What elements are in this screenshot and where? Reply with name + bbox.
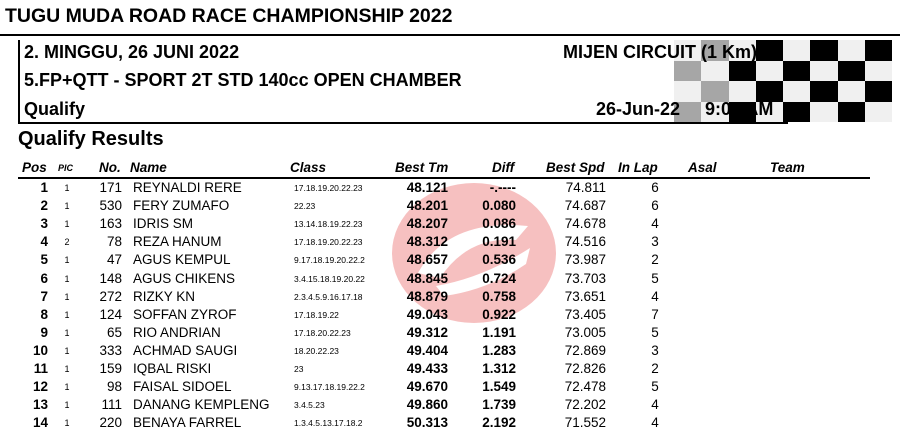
cell-name: RIO ANDRIAN	[133, 324, 221, 340]
checker-square	[783, 61, 810, 82]
cell-speed: 73.405	[564, 306, 606, 322]
cell-pic: 1	[64, 291, 70, 302]
cell-lap: 3	[651, 342, 659, 358]
cell-speed: 72.202	[564, 397, 606, 413]
cell-no: 530	[99, 198, 122, 214]
cell-name: IDRIS SM	[133, 216, 194, 232]
cell-best: 48.312	[406, 234, 448, 250]
cell-name: AGUS KEMPUL	[133, 252, 231, 268]
table-row	[0, 415, 900, 433]
checker-square	[701, 61, 728, 82]
cell-speed: 72.826	[564, 361, 606, 376]
cell-diff: 0.086	[482, 216, 516, 232]
cell-no: 98	[106, 379, 122, 395]
cell-pos: 13	[32, 397, 48, 413]
cell-lap: 2	[651, 361, 659, 376]
cell-pic: 1	[64, 309, 70, 320]
cell-lap: 3	[651, 234, 659, 250]
table-row	[0, 234, 900, 252]
cell-diff: 0.536	[482, 252, 516, 268]
event-date: 2. MINGGU, 26 JUNI 2022	[24, 42, 240, 62]
table-row	[0, 180, 900, 198]
cell-best: 49.404	[406, 342, 448, 358]
cell-class: 9.13.17.18.19.22.2	[294, 382, 365, 393]
cell-no: 272	[99, 288, 122, 304]
cell-pos: 6	[40, 270, 48, 286]
cell-lap: 2	[651, 252, 659, 268]
cell-diff: 1.549	[482, 379, 516, 395]
table-row	[0, 343, 900, 361]
cell-lap: 5	[651, 270, 659, 286]
cell-diff: 2.192	[482, 415, 516, 431]
table-row	[0, 252, 900, 270]
checker-square	[783, 102, 810, 123]
table-row	[0, 307, 900, 325]
cell-pic: 1	[64, 382, 70, 393]
cell-speed: 72.869	[564, 342, 606, 358]
table-row	[0, 216, 900, 234]
cell-class: 3.4.15.18.19.20.22	[294, 273, 365, 284]
cell-diff: 1.191	[482, 324, 516, 340]
cell-lap: 6	[651, 198, 659, 214]
cell-lap: 7	[651, 306, 659, 322]
cell-diff: 0.922	[482, 306, 516, 322]
cell-best: 48.879	[406, 288, 448, 304]
checker-square	[838, 102, 865, 123]
col-best-time: Best Tm	[395, 160, 449, 175]
cell-diff: 0.724	[482, 270, 516, 286]
cell-pic: 1	[64, 418, 70, 429]
cell-best: 49.312	[406, 324, 448, 340]
cell-speed: 74.687	[564, 198, 606, 214]
cell-best: 48.207	[406, 216, 448, 232]
cell-class: 22.23	[294, 201, 316, 212]
cell-lap: 4	[651, 415, 659, 431]
col-name: Name	[130, 160, 167, 175]
cell-diff: 0.191	[482, 234, 516, 250]
table-row	[0, 397, 900, 415]
col-in-lap: In Lap	[618, 160, 658, 175]
cell-name: IQBAL RISKI	[133, 361, 212, 376]
race-class: 5.FP+QTT - SPORT 2T STD 140cc OPEN CHAMBER	[24, 70, 462, 90]
cell-name: RIZKY KN	[133, 288, 196, 304]
cell-speed: 74.811	[565, 180, 606, 195]
cell-pic: 1	[64, 255, 70, 266]
cell-name: DANANG KEMPLENG	[133, 397, 270, 413]
col-class: Class	[290, 160, 327, 175]
cell-speed: 71.552	[564, 415, 606, 431]
cell-pos: 3	[40, 216, 48, 232]
cell-pic: 1	[64, 327, 70, 338]
cell-diff: -.----	[489, 180, 516, 195]
cell-diff: 1.312	[482, 361, 516, 376]
table-row	[0, 325, 900, 343]
cell-best: 49.043	[406, 306, 448, 322]
cell-class: 2.3.4.5.9.16.17.18	[294, 291, 363, 302]
cell-pos: 12	[32, 379, 48, 395]
cell-lap: 4	[651, 397, 659, 413]
cell-diff: 0.080	[482, 198, 516, 214]
cell-pos: 11	[33, 361, 48, 376]
cell-no: 111	[101, 397, 122, 413]
header-bottom-divider	[18, 122, 788, 124]
cell-name: SOFFAN ZYROF	[133, 306, 237, 322]
cell-best: 48.121	[406, 180, 448, 195]
cell-no: 78	[106, 234, 122, 250]
cell-class: 17.18.20.22.23	[294, 327, 351, 338]
checker-square	[674, 61, 701, 82]
checker-square	[783, 40, 810, 61]
checker-square	[810, 102, 837, 123]
cell-class: 17.18.19.22	[294, 309, 339, 320]
cell-name: ACHMAD SAUGI	[133, 342, 238, 358]
cell-lap: 4	[651, 216, 659, 232]
cell-lap: 5	[651, 379, 659, 395]
cell-best: 49.433	[406, 361, 448, 376]
table-row	[0, 198, 900, 216]
col-asal: Asal	[688, 160, 717, 175]
cell-speed: 73.703	[564, 270, 606, 286]
cell-class: 3.4.5.23	[294, 400, 325, 411]
checker-square	[838, 61, 865, 82]
cell-class: 13.14.18.19.22.23	[294, 219, 363, 230]
cell-speed: 74.516	[564, 234, 606, 250]
col-no: No.	[99, 160, 121, 175]
col-team: Team	[770, 160, 805, 175]
cell-lap: 6	[651, 180, 659, 195]
cell-pic: 1	[64, 183, 70, 193]
cell-pic: 1	[64, 345, 70, 356]
cell-class: 23	[294, 364, 304, 374]
cell-best: 48.201	[406, 198, 448, 214]
cell-pos: 2	[40, 198, 48, 214]
table-row	[0, 289, 900, 307]
checker-square	[865, 61, 892, 82]
cell-diff: 1.283	[482, 342, 516, 358]
cell-no: 171	[99, 180, 122, 195]
cell-speed: 73.005	[564, 324, 606, 340]
cell-class: 9.17.18.19.20.22.2	[294, 255, 365, 266]
col-diff: Diff	[492, 160, 515, 175]
cell-no: 65	[106, 324, 122, 340]
cell-name: REZA HANUM	[133, 234, 222, 250]
col-pos: Pos	[22, 160, 47, 175]
col-best-speed: Best Spd	[546, 160, 605, 175]
cell-pic: 1	[64, 364, 70, 374]
cell-name: BENAYA FARREL	[133, 415, 242, 431]
cell-pos: 10	[32, 342, 48, 358]
cell-diff: 0.758	[482, 288, 516, 304]
checker-square	[729, 61, 756, 82]
cell-pic: 1	[64, 219, 70, 230]
cell-class: 17.18.19.20.22.23	[294, 237, 363, 248]
cell-pos: 5	[40, 252, 48, 268]
cell-class: 17.18.19.20.22.23	[294, 183, 363, 193]
cell-pos: 1	[40, 180, 48, 195]
session-time: 9:00 AM	[705, 99, 774, 119]
cell-pic: 1	[64, 273, 70, 284]
cell-no: 333	[99, 342, 122, 358]
checker-square	[838, 40, 865, 61]
table-row	[0, 379, 900, 397]
header-left-border	[18, 40, 20, 124]
cell-pic: 1	[64, 201, 70, 212]
cell-pos: 9	[40, 324, 48, 340]
cell-name: FERY ZUMAFO	[133, 198, 230, 214]
cell-pos: 14	[32, 415, 48, 431]
cell-best: 49.670	[406, 379, 448, 395]
checker-square	[865, 40, 892, 61]
checker-square	[810, 81, 837, 102]
checker-square	[756, 61, 783, 82]
checker-square	[865, 102, 892, 123]
cell-class: 1.3.4.5.13.17.18.2	[294, 418, 363, 429]
cell-pos: 8	[40, 306, 48, 322]
session-date: 26-Jun-22	[596, 99, 681, 119]
cell-speed: 72.478	[564, 379, 606, 395]
cell-lap: 5	[651, 324, 659, 340]
cell-pic: 1	[64, 400, 70, 411]
cell-name: AGUS CHIKENS	[133, 270, 236, 286]
cell-no: 148	[99, 270, 122, 286]
circuit-name: MIJEN CIRCUIT (1 Km)	[563, 42, 758, 62]
session-type: Qualify	[24, 99, 86, 119]
cell-speed: 73.987	[564, 252, 606, 268]
title-divider	[0, 34, 900, 36]
cell-pos: 7	[40, 288, 48, 304]
cell-no: 47	[106, 252, 122, 268]
cell-no: 159	[99, 361, 122, 376]
col-pic: PIC	[58, 163, 74, 173]
cell-best: 50.313	[406, 415, 448, 431]
table-row	[0, 361, 900, 379]
cell-diff: 1.739	[482, 397, 516, 413]
cell-pic: 2	[64, 237, 70, 248]
cell-name: REYNALDI RERE	[133, 180, 242, 195]
cell-best: 48.657	[406, 252, 448, 268]
cell-speed: 73.651	[564, 288, 606, 304]
cell-no: 163	[99, 216, 122, 232]
cell-lap: 4	[651, 288, 659, 304]
section-title: Qualify Results	[18, 128, 164, 150]
table-row	[0, 271, 900, 289]
checker-square	[865, 81, 892, 102]
checker-square	[810, 40, 837, 61]
checker-square	[783, 81, 810, 102]
checker-square	[756, 40, 783, 61]
cell-name: FAISAL SIDOEL	[133, 379, 232, 395]
cell-no: 220	[99, 415, 122, 431]
checker-square	[838, 81, 865, 102]
cell-best: 49.860	[406, 397, 448, 413]
cell-class: 18.20.22.23	[294, 345, 339, 356]
cell-speed: 74.678	[564, 216, 606, 232]
event-title: TUGU MUDA ROAD RACE CHAMPIONSHIP 2022	[5, 5, 453, 27]
cell-pos: 4	[40, 234, 48, 250]
cell-no: 124	[99, 306, 122, 322]
checker-square	[810, 61, 837, 82]
cell-best: 48.845	[406, 270, 448, 286]
